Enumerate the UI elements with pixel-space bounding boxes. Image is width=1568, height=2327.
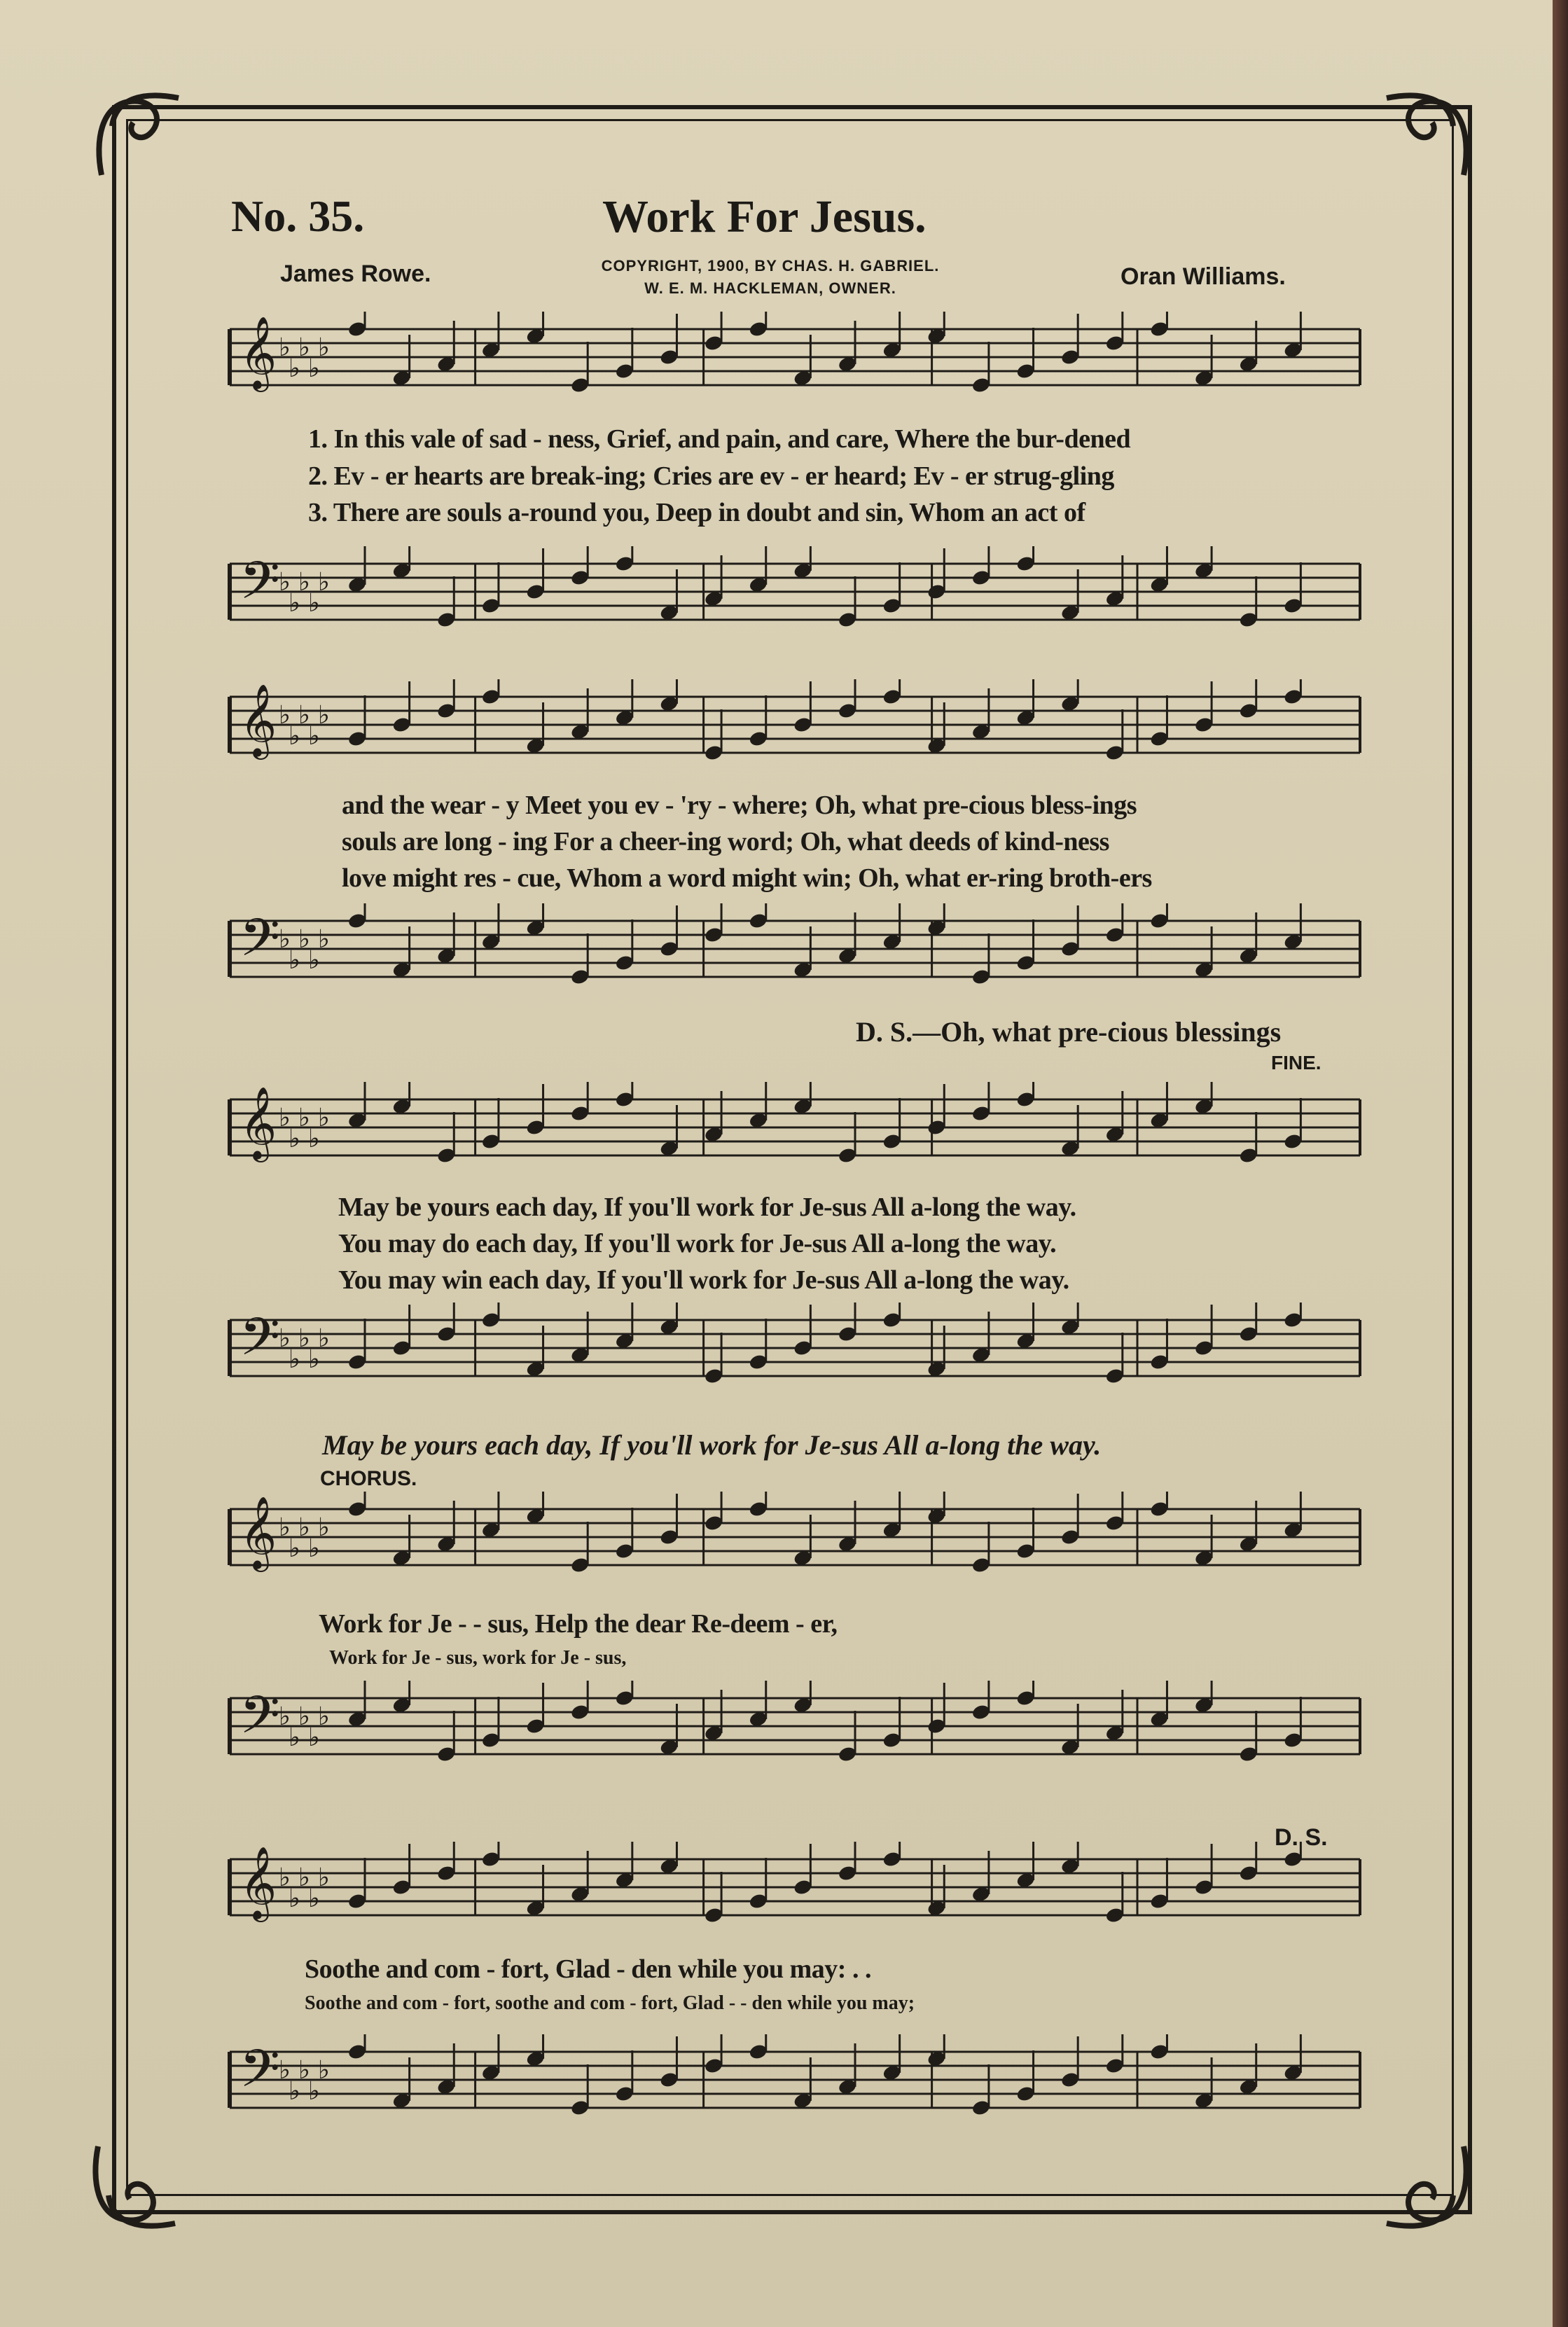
verse-2-line-3: You may do each day, If you'll work for Je-sus All a-long the way. (338, 1229, 1057, 1258)
verse-2-line-2: souls are long - ing For a cheer-ing word; Oh, what deeds of kind-ness (342, 827, 1109, 856)
svg-text:♭: ♭ (298, 701, 310, 730)
verse-3-line-2: love might res - cue, Whom a word might win; Oh, what er-ring broth-ers (342, 863, 1152, 893)
svg-text:𝄞: 𝄞 (240, 1496, 277, 1569)
svg-text:𝄢: 𝄢 (240, 2038, 280, 2112)
svg-text:♭: ♭ (279, 1513, 291, 1542)
copyright-line-2: W. E. M. HACKLEMAN, OWNER. (644, 279, 896, 297)
svg-text:♭: ♭ (318, 1104, 330, 1132)
hymn-number: No. 35. (231, 191, 365, 241)
staff-treble-1 (224, 312, 1366, 417)
svg-text:♭: ♭ (289, 1125, 300, 1153)
svg-text:♭: ♭ (318, 568, 330, 597)
svg-text:𝄢: 𝄢 (240, 908, 280, 981)
svg-text:𝄞: 𝄞 (240, 316, 277, 389)
svg-text:♭: ♭ (308, 354, 320, 383)
svg-text:♭: ♭ (289, 722, 300, 751)
chorus-echo-1: Work for Je - sus, work for Je - sus, (329, 1647, 627, 1669)
verse-1-line-2: and the wear - y Meet you ev - 'ry - where; Oh, what pre-cious bless-ings (342, 791, 1137, 820)
svg-text:♭: ♭ (289, 1345, 300, 1374)
chorus-label: CHORUS. (320, 1467, 417, 1490)
verse-1-line-1: 1. In this vale of sad - ness, Grief, and pain, and care, Where the bur-dened (308, 424, 1131, 454)
svg-text:♭: ♭ (308, 946, 320, 975)
staff-bass-5 (224, 2034, 1366, 2139)
svg-text:♭: ♭ (279, 1863, 291, 1892)
staff-bass-2 (224, 903, 1366, 1008)
chorus-echo-2: Soothe and com - fort, soothe and com - fort, Glad - - den while you may; (305, 1992, 915, 2014)
chorus-line-1: Work for Je - - sus, Help the dear Re-deem - er, (319, 1609, 838, 1639)
svg-text:♭: ♭ (308, 722, 320, 751)
verse-2-line-1: 2. Ev - er hearts are break-ing; Cries are ev - er heard; Ev - er strug-gling (308, 461, 1114, 491)
svg-text:♭: ♭ (279, 1324, 291, 1353)
svg-text:♭: ♭ (318, 1324, 330, 1353)
corner-ornament-bottom-right (1373, 2132, 1478, 2237)
svg-text:♭: ♭ (318, 1702, 330, 1731)
svg-text:♭: ♭ (289, 1723, 300, 1752)
svg-text:♭: ♭ (298, 333, 310, 362)
verse-3-line-1: 3. There are souls a-round you, Deep in doubt and sin, Whom an act of (308, 498, 1085, 527)
svg-text:♭: ♭ (279, 701, 291, 730)
svg-text:♭: ♭ (289, 354, 300, 383)
svg-text:♭: ♭ (308, 1723, 320, 1752)
svg-text:♭: ♭ (308, 2077, 320, 2106)
svg-text:♭: ♭ (308, 589, 320, 618)
svg-text:♭: ♭ (279, 1702, 291, 1731)
svg-text:♭: ♭ (298, 925, 310, 954)
fine-marker: FINE. (1271, 1052, 1321, 1074)
staff-treble-2 (224, 679, 1366, 784)
verse-1-line-3: May be yours each day, If you'll work for Je-sus All a-long the way. (338, 1193, 1076, 1222)
svg-text:♭: ♭ (318, 701, 330, 730)
staff-treble-5 (224, 1842, 1366, 1947)
staff-treble-3 (224, 1082, 1366, 1187)
staff-bass-4 (224, 1681, 1366, 1786)
svg-text:♭: ♭ (289, 1884, 300, 1913)
ds-marker-line: D. S.—Oh, what pre-cious blessings (856, 1016, 1282, 1048)
svg-text:𝄞: 𝄞 (240, 1846, 277, 1919)
svg-text:𝄢: 𝄢 (240, 1307, 280, 1380)
svg-text:♭: ♭ (289, 1534, 300, 1563)
svg-text:♭: ♭ (289, 2077, 300, 2106)
svg-text:♭: ♭ (318, 1513, 330, 1542)
svg-text:♭: ♭ (298, 1513, 310, 1542)
svg-text:♭: ♭ (298, 568, 310, 597)
svg-text:♭: ♭ (318, 2056, 330, 2085)
hymn-title: Work For Jesus. (602, 191, 927, 242)
svg-text:𝄢: 𝄢 (240, 550, 280, 624)
chorus-line-2: Soothe and com - fort, Glad - den while you may: . . (305, 1954, 871, 1984)
ds-marker-end: D. S. (1275, 1824, 1328, 1851)
svg-text:♭: ♭ (289, 589, 300, 618)
corner-ornament-top-left (88, 84, 193, 189)
svg-text:𝄢: 𝄢 (240, 1685, 280, 1758)
staff-bass-1 (224, 546, 1366, 651)
svg-text:♭: ♭ (279, 333, 291, 362)
lyricist: James Rowe. (280, 261, 431, 287)
svg-text:♭: ♭ (298, 1702, 310, 1731)
svg-text:♭: ♭ (279, 2056, 291, 2085)
svg-text:𝄞: 𝄞 (240, 683, 277, 757)
svg-text:♭: ♭ (318, 925, 330, 954)
svg-text:♭: ♭ (308, 1125, 320, 1153)
svg-text:♭: ♭ (298, 2056, 310, 2085)
corner-ornament-top-right (1373, 84, 1478, 189)
ds-italic-lyric: May be yours each day, If you'll work for Je-sus All a-long the way. (322, 1429, 1102, 1461)
composer: Oran Williams. (1121, 263, 1286, 290)
copyright-line-1: COPYRIGHT, 1900, BY CHAS. H. GABRIEL. (601, 257, 940, 275)
book-binding-edge (1553, 0, 1568, 2327)
svg-text:♭: ♭ (279, 1104, 291, 1132)
svg-text:♭: ♭ (318, 1863, 330, 1892)
svg-text:♭: ♭ (289, 946, 300, 975)
svg-text:♭: ♭ (298, 1863, 310, 1892)
svg-text:♭: ♭ (308, 1534, 320, 1563)
staff-bass-3 (224, 1303, 1366, 1408)
svg-text:𝄞: 𝄞 (240, 1086, 277, 1160)
svg-text:♭: ♭ (318, 333, 330, 362)
svg-text:♭: ♭ (279, 568, 291, 597)
svg-text:♭: ♭ (279, 925, 291, 954)
verse-3-line-3: You may win each day, If you'll work for Je-sus All a-long the way. (338, 1265, 1069, 1295)
corner-ornament-bottom-left (84, 2132, 189, 2237)
staff-treble-4 (224, 1492, 1366, 1597)
svg-text:♭: ♭ (308, 1884, 320, 1913)
svg-text:♭: ♭ (308, 1345, 320, 1374)
copyright-notice (574, 255, 966, 300)
svg-text:♭: ♭ (298, 1324, 310, 1353)
svg-text:♭: ♭ (298, 1104, 310, 1132)
